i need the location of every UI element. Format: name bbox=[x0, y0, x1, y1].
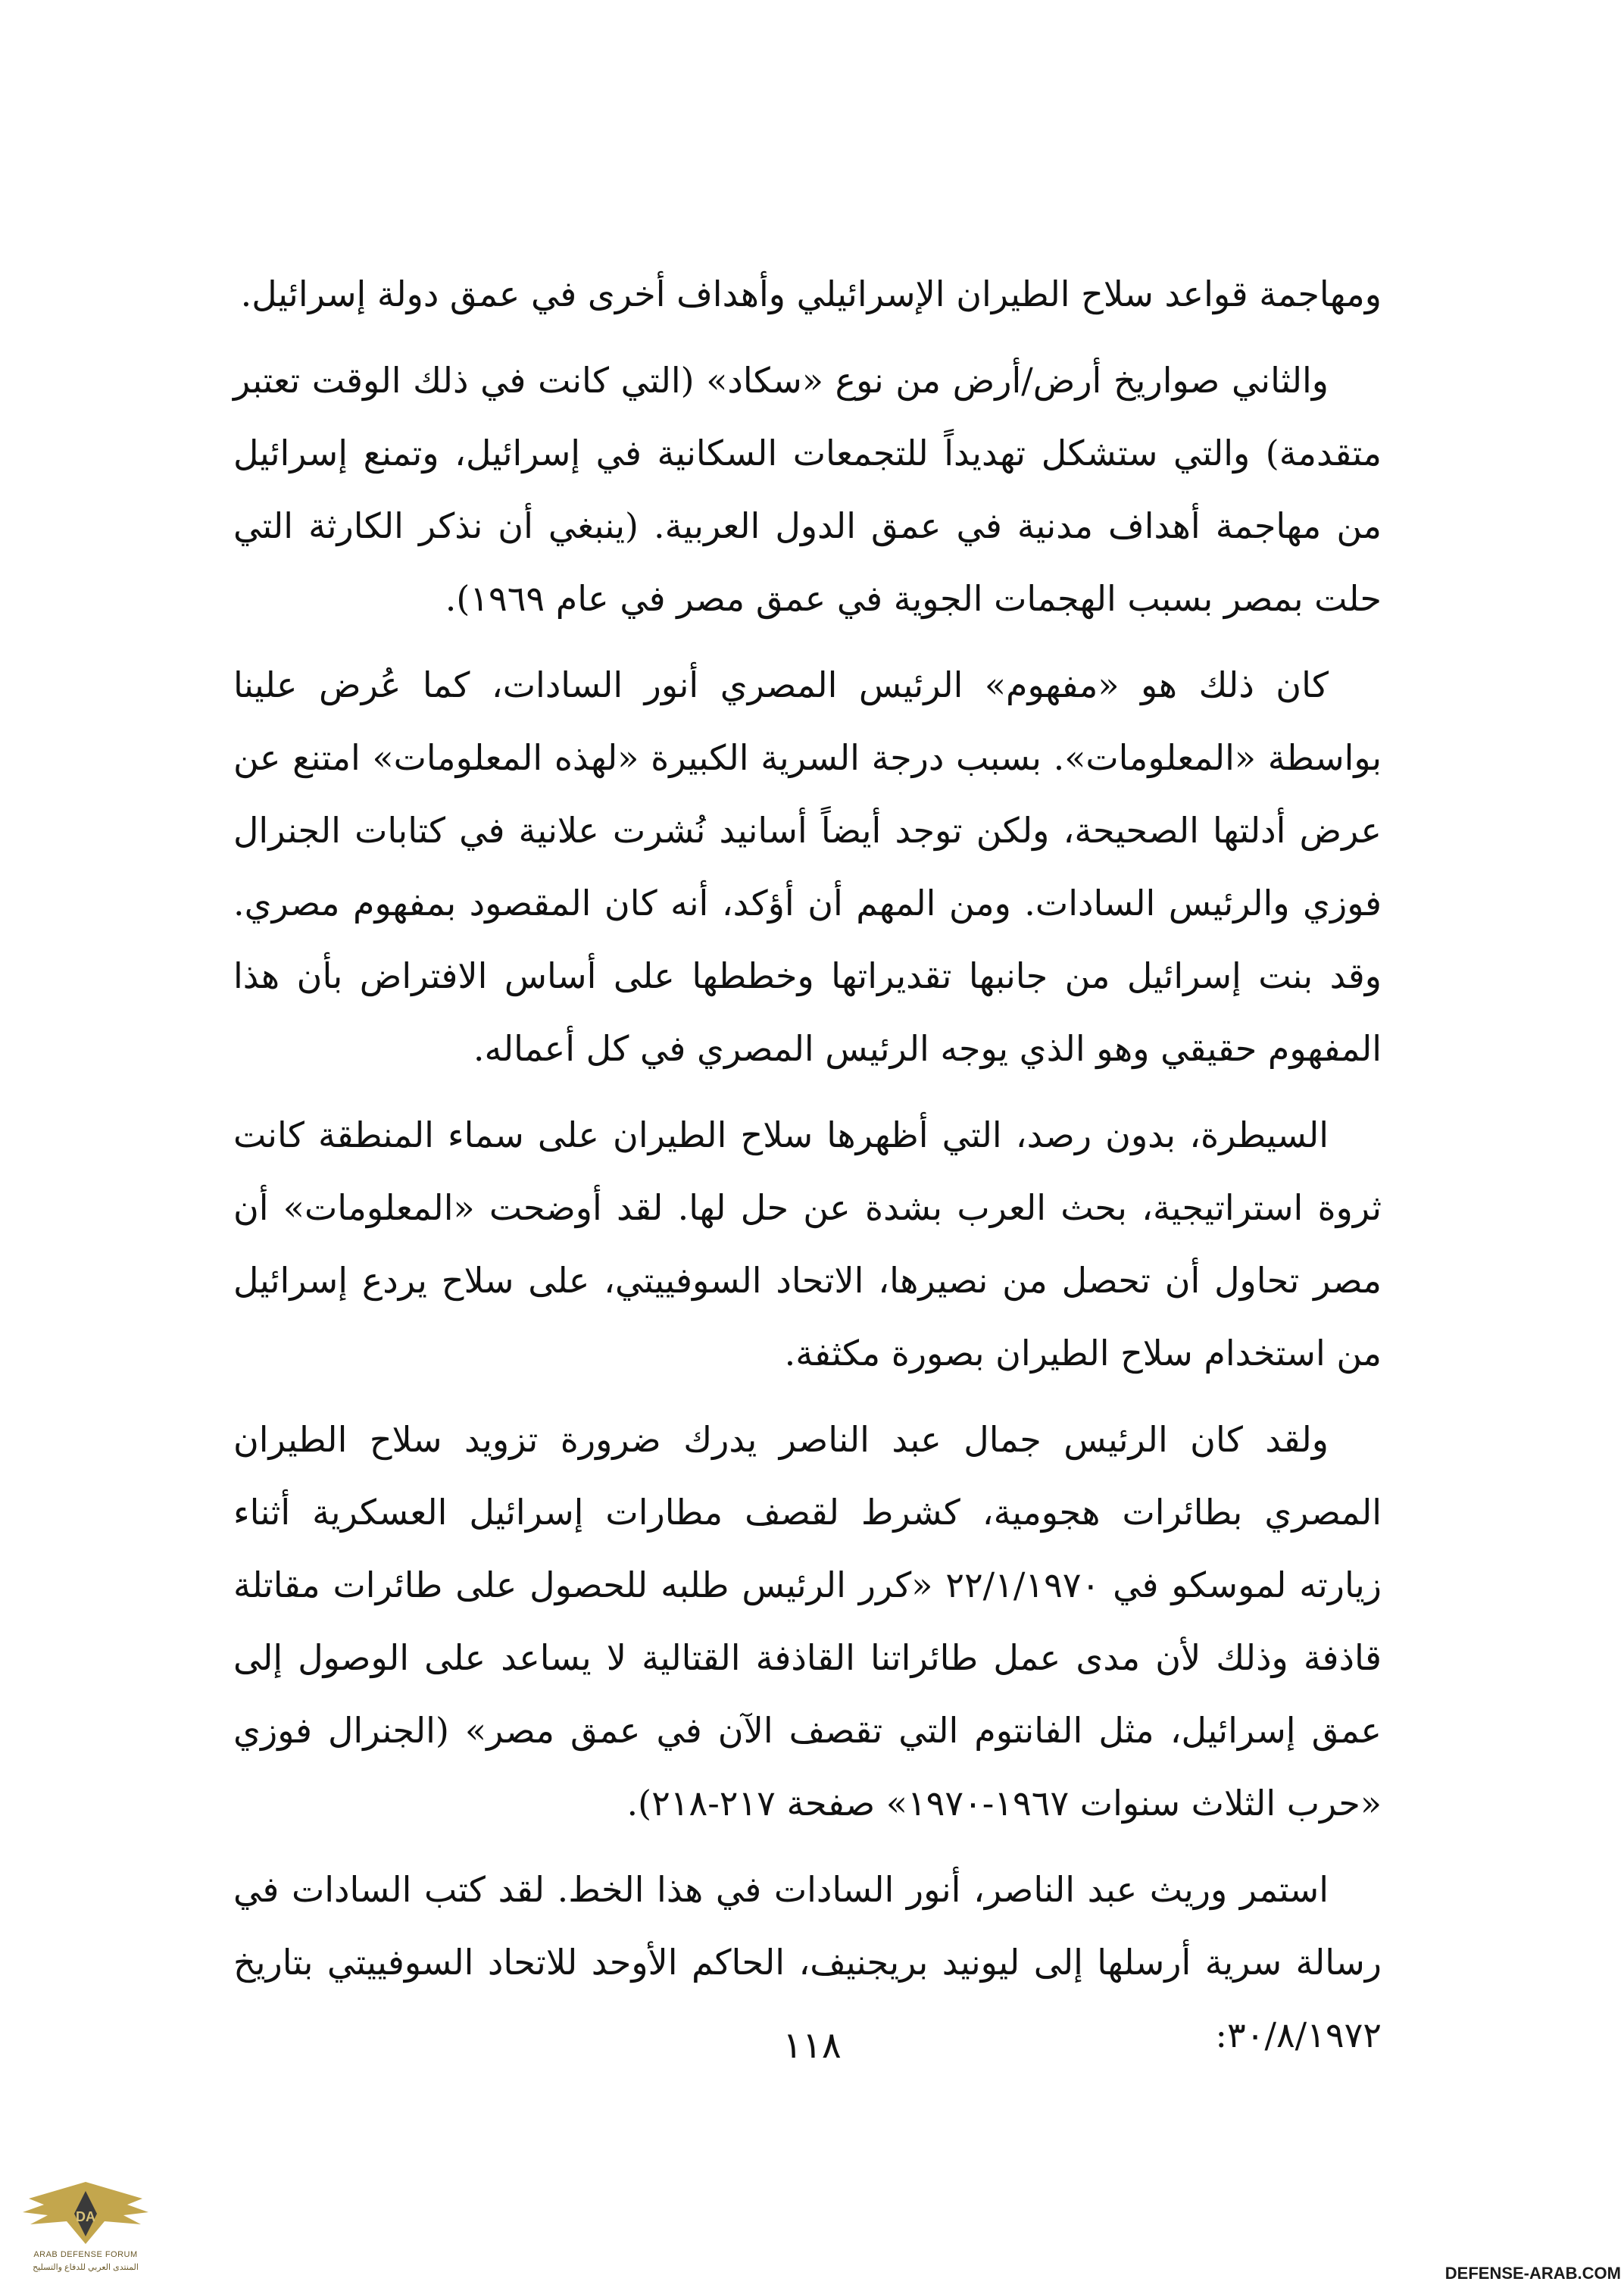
paragraph-2: والثاني صواريخ أرض/أرض من نوع «سكاد» (التي كانت في ذلك الوقت تعتبر متقدمة) والتي ستشكل تهديداً للتجمعات السكانية في إسرائيل، وتمنع إسرائيل من مهاجمة أهداف مدنية في عمق الدول العربية. (ينبغي أن نذكر الكارثة التي حلت بمصر بسبب الهجمات الجوية في عمق مصر في عام ١٩٦٩). bbox=[233, 360, 1382, 619]
forum-name-en: ARAB DEFENSE FORUM bbox=[33, 2250, 138, 2259]
eagle-wings-icon bbox=[14, 2168, 158, 2252]
site-watermark: DEFENSE-ARAB.COM bbox=[1444, 2264, 1621, 2283]
svg-text:DA: DA bbox=[76, 2209, 95, 2224]
paragraph-4: السيطرة، بدون رصد، التي أظهرها سلاح الطيران على سماء المنطقة كانت ثروة استراتيجية، بحث العرب بشدة عن حل لها. لقد أوضحت «المعلومات» أن مصر تحاول أن تحصل من نصيرها، الاتحاد السوفييتي، على سلاح يردع إسرائيل من استخدام سلاح الطيران بصورة مكثفة. bbox=[233, 1114, 1382, 1374]
page-number: ١١٨ bbox=[782, 2024, 842, 2067]
forum-logo bbox=[14, 2168, 158, 2282]
paragraph-1: ومهاجمة قواعد سلاح الطيران الإسرائيلي وأهداف أخرى في عمق دولة إسرائيل. bbox=[240, 273, 1382, 314]
paragraph-5: ولقد كان الرئيس جمال عبد الناصر يدرك ضرورة تزويد سلاح الطيران المصري بطائرات هجومية، كشرط لقصف مطارات إسرائيل العسكرية أثناء زيارته لموسكو في ٢٢/١/١٩٧٠ «كرر الرئيس طلبه للحصول على طائرات مقاتلة قاذفة وذلك لأن مدى عمل طائراتنا القاذفة القتالية لا يساعد على الوصول إلى عمق إسرائيل، مثل الفانتوم التي تقصف الآن في عمق مصر» (الجنرال فوزي «حرب الثلاث سنوات ١٩٦٧-١٩٧٠» صفحة ٢١٧-٢١٨). bbox=[233, 1419, 1382, 1824]
forum-name-ar: المنتدى العربي للدفاع والتسليح bbox=[33, 2263, 139, 2272]
paragraph-6: استمر وريث عبد الناصر، أنور السادات في هذا الخط. لقد كتب السادات في رسالة سرية أرسلها إلى ليونيد بريجنيف، الحاكم الأوحد للاتحاد السوفييتي بتاريخ ٣٠/٨/١٩٧٢: bbox=[233, 1869, 1382, 2055]
paragraph-3: كان ذلك هو «مفهوم» الرئيس المصري أنور السادات، كما عُرض علينا بواسطة «المعلومات». بسبب درجة السرية الكبيرة «لهذه المعلومات» امتنع عن عرض أدلتها الصحيحة، ولكن توجد أيضاً أسانيد نُشرت علانية في كتابات الجنرال فوزي والرئيس السادات. ومن المهم أن أؤكد، أنه كان المقصود بمفهوم مصري. وقد بنت إسرائيل من جانبها تقديراتها وخططها على أساس الافتراض بأن هذا المفهوم حقيقي وهو الذي يوجه الرئيس المصري في كل أعماله. bbox=[233, 664, 1382, 1069]
